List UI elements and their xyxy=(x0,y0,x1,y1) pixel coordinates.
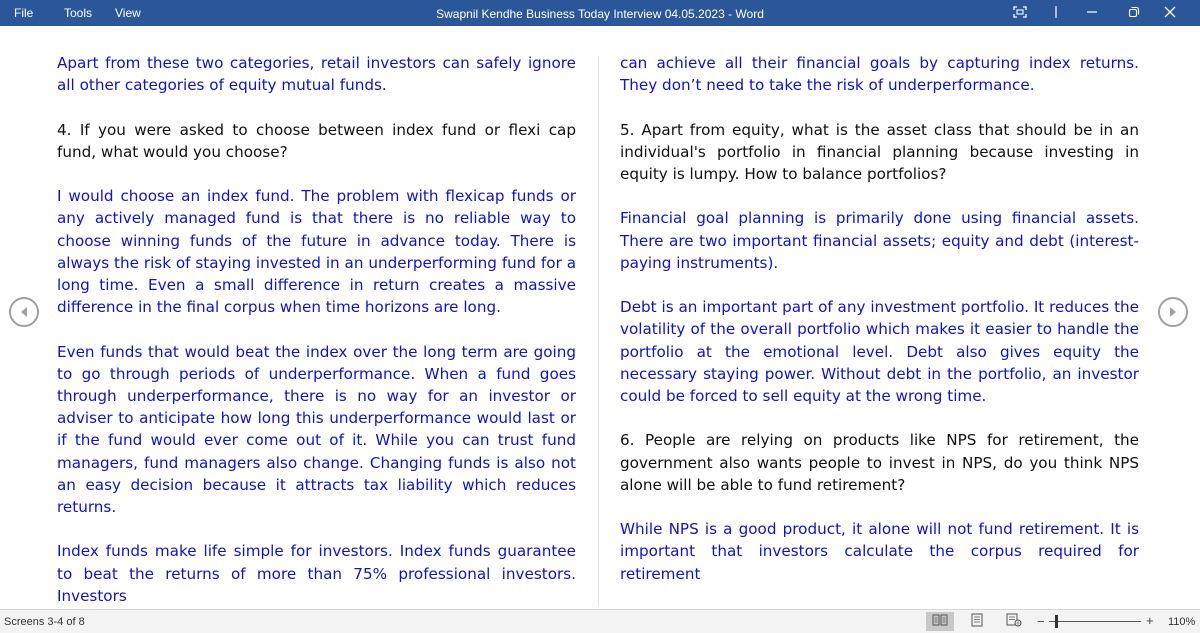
answer-paragraph: I would choose an index fund. The problem with flexicap funds or any actively managed fund is that there is no reliable way to choose winning funds of the future in advance today. There is always the risk of staying invested in an underperforming fund for a long time. Even a small difference in return creates a massive difference in the final corpus when time horizons are long. xyxy=(57,187,576,317)
web-layout-button[interactable] xyxy=(1000,612,1028,631)
zoom-level[interactable]: 110% xyxy=(1168,616,1196,628)
close-icon xyxy=(1164,6,1176,21)
menu-tools[interactable]: Tools xyxy=(64,6,93,20)
right-column xyxy=(620,52,1139,607)
minimize-button[interactable] xyxy=(1074,0,1110,26)
zoom-slider-thumb[interactable] xyxy=(1055,615,1058,628)
title-bar xyxy=(0,0,1200,26)
question-paragraph: 6. People are relying on products like NPS for retirement, the government also wants people to invest in NPS, do you think NPS alone will be able to fund retirement? xyxy=(620,431,1139,494)
answer-paragraph: can achieve all their financial goals by capturing index returns. They don’t need to take the risk of underperformance. xyxy=(620,54,1139,95)
screen-counter: Screens 3-4 of 8 xyxy=(4,616,85,628)
zoom-slider-track[interactable] xyxy=(1049,621,1141,622)
next-screen-icon xyxy=(1168,303,1178,322)
answer-paragraph: Index funds make life simple for investors. Index funds guarantee to beat the returns of more than 75% professional investors. Investors xyxy=(57,542,576,605)
print-layout-button[interactable] xyxy=(963,612,991,631)
column-divider xyxy=(598,56,599,606)
ribbon-options-icon xyxy=(1054,5,1058,22)
ribbon-options-button[interactable] xyxy=(1038,0,1074,26)
answer-paragraph: While NPS is a good product, it alone will not fund retirement. It is important that investors calculate the corpus required for retirement xyxy=(620,520,1139,583)
previous-screen-button[interactable] xyxy=(9,297,39,327)
read-mode-icon xyxy=(932,614,948,629)
document-page xyxy=(0,26,1200,609)
restore-button[interactable] xyxy=(1116,0,1152,26)
read-mode-button[interactable] xyxy=(926,612,954,631)
web-layout-icon xyxy=(1006,613,1022,630)
status-bar xyxy=(0,609,1200,633)
zoom-out-button[interactable]: − xyxy=(1037,614,1045,629)
minimize-icon xyxy=(1086,6,1098,21)
answer-paragraph: Apart from these two categories, retail investors can safely ignore all other categories of equity mutual funds. xyxy=(57,54,576,95)
answer-paragraph: Financial goal planning is primarily done using financial assets. There are two important financial assets; equity and debt (interest-paying instruments). xyxy=(620,209,1139,272)
question-paragraph: 5. Apart from equity, what is the asset class that should be in an individual's portfolio in financial planning because investing in equity is lumpy. How to balance portfolios? xyxy=(620,120,1139,183)
left-column xyxy=(57,52,576,609)
focus-mode-button[interactable] xyxy=(1002,0,1038,26)
answer-paragraph: Debt is an important part of any investment portfolio. It reduces the volatility of the overall portfolio which makes it easier to handle the portfolio at the emotional level. Debt also gives equity the necessary staying power. Without debt in the portfolio, an investor could be forced to sell equity at the wrong time. xyxy=(620,298,1139,405)
question-paragraph: 4. If you were asked to choose between index fund or flexi cap fund, what would you choose? xyxy=(57,120,576,161)
menu-view[interactable]: View xyxy=(115,6,141,20)
print-layout-icon xyxy=(970,613,984,630)
document-title: Swapnil Kendhe Business Today Interview 04.05.2023 - Word xyxy=(436,7,764,21)
previous-screen-icon xyxy=(19,303,29,322)
menu-file[interactable]: File xyxy=(14,6,34,20)
answer-paragraph: Even funds that would beat the index over the long term are going to go through periods of underperformance. When a fund goes through underperformance, there is no way for an investor or adviser to anticipate how long this underperformance would last or if the fund would ever come out of it. While you can trust fund managers, fund managers also change. Changing funds is also not an easy decision because it attracts tax liability which reduces returns. xyxy=(57,342,576,517)
focus-mode-icon xyxy=(1013,6,1027,21)
restore-icon xyxy=(1128,6,1140,21)
close-button[interactable] xyxy=(1152,0,1188,26)
zoom-in-button[interactable]: + xyxy=(1146,613,1154,628)
next-screen-button[interactable] xyxy=(1158,297,1188,327)
